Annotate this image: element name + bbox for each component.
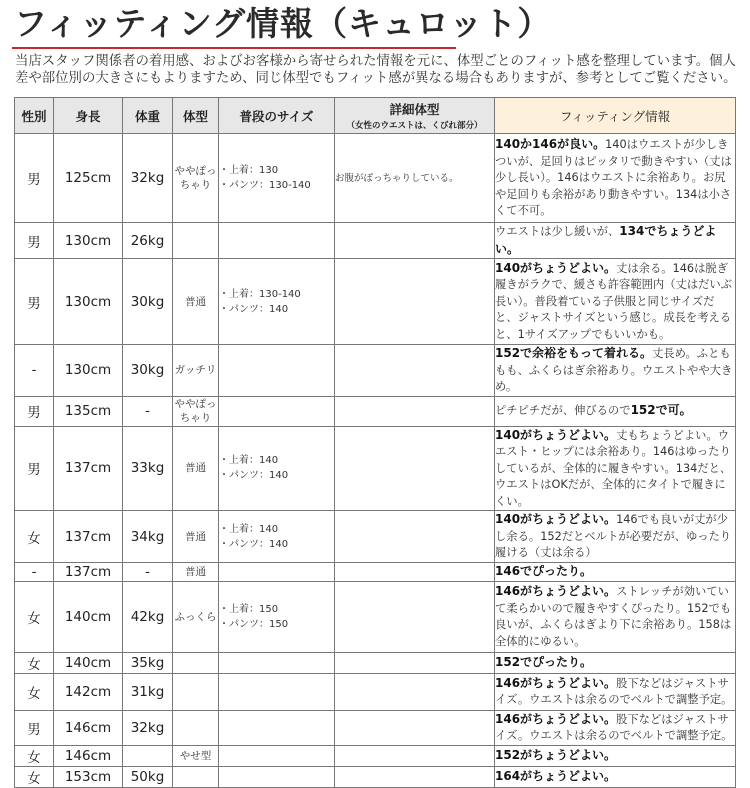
- detail-cell: [335, 259, 495, 345]
- height-cell: 142cm: [54, 673, 123, 710]
- usual-size-top: ・上着：130: [219, 165, 279, 176]
- body-type-cell: 普通: [173, 563, 219, 582]
- weight-cell: 30kg: [123, 345, 173, 397]
- header-body-type: 体型: [173, 98, 219, 134]
- fitting-info-verdict: 140がちょうどよい。: [495, 512, 617, 527]
- fitting-info-cell: [495, 223, 736, 259]
- fitting-info-verdict: 146がちょうどよい。: [495, 711, 617, 726]
- usual-size-cell: [219, 710, 335, 745]
- fitting-info-verdict: 164がちょうどよい。: [495, 768, 617, 783]
- fitting-info-verdict: 152で可。: [630, 403, 692, 418]
- sex-cell: 女: [15, 673, 54, 710]
- height-cell: 153cm: [54, 766, 123, 787]
- detail-cell: [335, 766, 495, 787]
- usual-size-top: ・上着：140: [219, 455, 279, 467]
- body-type-cell: 普通: [173, 426, 219, 511]
- fitting-info-cell: [495, 673, 736, 710]
- table-row: [15, 652, 736, 673]
- detail-cell: [335, 511, 495, 563]
- usual-size-cell: [219, 745, 335, 766]
- usual-size-top: ・上着：140: [219, 523, 279, 535]
- detail-cell: [335, 673, 495, 710]
- usual-size-cell: [219, 223, 335, 259]
- usual-size-cell: [219, 345, 335, 397]
- height-cell: 137cm: [54, 426, 123, 511]
- detail-cell: [335, 745, 495, 766]
- height-cell: 135cm: [54, 396, 123, 426]
- table-row: [15, 134, 736, 223]
- detail-cell: [335, 345, 495, 397]
- fitting-info-cell: [495, 710, 736, 745]
- fitting-info-cell: [495, 134, 736, 223]
- fitting-info-verdict: 152でぴったり。: [495, 654, 593, 669]
- fitting-info-verdict: 140がちょうどよい。: [495, 427, 617, 442]
- usual-size-cell: [219, 134, 335, 223]
- fitting-info-text: 丈は余る。146は脱ぎ履きがラクで、緩さも許容範囲内（丈はだいぶ長い）。普段着ている子供服と同じサイズだと、ジャストサイズという感じ。成長を考えると、1サイズアップでもいいかも。: [495, 261, 733, 341]
- fitting-info-cell: [495, 563, 736, 582]
- fitting-info-text: 丈長め。ふとももも、ふくらはぎ余裕あり。ウエストやや大きめ。: [495, 347, 733, 393]
- intro-text: 当店スタッフ関係者の着用感、およびお客様から寄せられた情報を元に、体型ごとのフィット感を整理しています。個人差や部位別の大きさにもよりますため、同じ体型でもフィット感が異なる場合もありますが、参考としてご覧ください。: [15, 54, 737, 86]
- weight-cell: 33kg: [123, 426, 173, 511]
- height-cell: 140cm: [54, 652, 123, 673]
- weight-cell: 50kg: [123, 766, 173, 787]
- body-type-cell: ややぽっちゃり: [173, 134, 219, 223]
- usual-size-bottom: ・パンツ：140: [219, 538, 289, 550]
- fitting-info-cell: [495, 426, 736, 511]
- detail-cell: [335, 396, 495, 426]
- fitting-info-verdict: 152がちょうどよい。: [495, 747, 617, 762]
- fitting-info-cell: [495, 766, 736, 787]
- table-row: [15, 745, 736, 766]
- page-title: フィッティング情報（キュロット）: [14, 4, 552, 43]
- sex-cell: 男: [15, 710, 54, 745]
- usual-size-cell: [219, 511, 335, 563]
- weight-cell: 32kg: [123, 710, 173, 745]
- weight-cell: 42kg: [123, 581, 173, 652]
- height-cell: 146cm: [54, 710, 123, 745]
- body-type-cell: ガッチリ: [173, 345, 219, 397]
- fitting-info-cell: [495, 511, 736, 563]
- detail-cell: [335, 710, 495, 745]
- fitting-info-verdict: 146がちょうどよい。: [495, 584, 617, 598]
- height-cell: 130cm: [54, 259, 123, 345]
- usual-size-bottom: ・パンツ：140: [219, 303, 289, 315]
- body-type-cell: ふっくら: [173, 581, 219, 652]
- body-type-cell: [173, 673, 219, 710]
- detail-cell: [335, 652, 495, 673]
- fitting-info-verdict: 134でちょうどよい。: [495, 224, 717, 256]
- sex-cell: 女: [15, 766, 54, 787]
- fitting-info-text: 股下などはジャストサイズ。ウエストは余るのでベルトで調整予定。: [495, 712, 733, 742]
- body-type-cell: ややぽっちゃり: [174, 398, 217, 424]
- table-row: [15, 396, 736, 426]
- usual-size-cell: [219, 581, 335, 652]
- sex-cell: 女: [15, 745, 54, 766]
- fitting-info-verdict: 146がちょうどよい。: [495, 675, 617, 690]
- header-fitting: フィッティング情報: [495, 98, 736, 134]
- table-row: [15, 766, 736, 787]
- body-type-cell: [173, 652, 219, 673]
- table-row: [15, 710, 736, 745]
- height-cell: 146cm: [54, 745, 123, 766]
- weight-cell: 32kg: [123, 134, 173, 223]
- title-underline: [12, 47, 456, 49]
- fitting-table: [14, 97, 736, 788]
- table-row: [15, 563, 736, 582]
- fitting-info-prefix: ピチピチだが、伸びるので: [495, 404, 631, 418]
- header-detail-label: 詳細体型: [389, 102, 440, 117]
- header-weight: 体重: [123, 98, 173, 134]
- table-row: [15, 345, 736, 397]
- table-row: [15, 223, 736, 259]
- usual-size-bottom: ・パンツ：150: [219, 618, 289, 630]
- weight-cell: 26kg: [123, 223, 173, 259]
- sex-cell: -: [15, 345, 54, 397]
- fitting-info-cell: [495, 652, 736, 673]
- height-cell: 125cm: [54, 134, 123, 223]
- weight-cell: [123, 745, 173, 766]
- header-detail: [335, 98, 495, 134]
- usual-size-bottom: ・パンツ：130-140: [219, 180, 311, 191]
- sex-cell: 女: [15, 581, 54, 652]
- fitting-info-text: 股下などはジャストサイズ。ウエストは余るのでベルトで調整予定。: [495, 676, 733, 706]
- detail-cell: [335, 563, 495, 582]
- body-type-cell: [173, 766, 219, 787]
- detail-cell: [335, 223, 495, 259]
- weight-cell: -: [123, 396, 173, 426]
- usual-size-cell: [219, 652, 335, 673]
- height-cell: 137cm: [54, 511, 123, 563]
- sex-cell: -: [15, 563, 54, 582]
- sex-cell: 男: [15, 134, 54, 223]
- fitting-info-verdict: 152で余裕をもって着れる。: [495, 346, 653, 360]
- fitting-info-text: 140はウエストが少しきついが、足回りはピッタリで動きやすい（丈は少し長い）。146はウエストに余裕あり。お尻や足回りも余裕があり動きやすい。134は小さくて不可。: [495, 138, 732, 218]
- body-type-cell: [173, 710, 219, 745]
- table-row: [15, 259, 736, 345]
- height-cell: 130cm: [54, 223, 123, 259]
- detail-cell: [335, 426, 495, 511]
- header-detail-note: （女性のウエストは、くびれ部分）: [346, 121, 483, 131]
- fitting-info-cell: [495, 745, 736, 766]
- fitting-info-verdict: 140か146が良い。: [495, 137, 606, 152]
- fitting-info-cell: [495, 345, 736, 397]
- usual-size-cell: [219, 673, 335, 710]
- sex-cell: 女: [15, 652, 54, 673]
- fitting-info-verdict: 146でぴったり。: [495, 564, 593, 578]
- detail-cell: [335, 581, 495, 652]
- usual-size-cell: [219, 426, 335, 511]
- body-type-cell: 普通: [173, 511, 219, 563]
- height-cell: 140cm: [54, 581, 123, 652]
- usual-size-cell: [219, 259, 335, 345]
- sex-cell: 男: [15, 426, 54, 511]
- weight-cell: 35kg: [123, 652, 173, 673]
- table-row: [15, 426, 736, 511]
- sex-cell: 女: [15, 511, 54, 563]
- body-type-cell: やせ型: [173, 745, 219, 766]
- fitting-info-text: 146でも良いが丈が少し余る。152だとベルトが必要だが、ゆったり履ける（丈は余る）: [495, 513, 732, 560]
- weight-cell: 31kg: [123, 673, 173, 710]
- header-sex: 性別: [15, 98, 54, 134]
- usual-size-bottom: ・パンツ：140: [219, 470, 289, 482]
- table-row: [15, 511, 736, 563]
- table-row: [15, 581, 736, 652]
- fitting-info-cell: [495, 581, 736, 652]
- fitting-info-text: ストレッチが効いていて柔らかいので履きやすくぴったり。152でも良いが、ふくらはぎより下に余裕あり。158は全体的にゆるい。: [495, 585, 732, 648]
- fitting-info-text: 丈もちょうどよい。ウエスト・ヒップには余裕あり。146はゆったりしているが、全体的に履きやすい。134だと、ウエストはOKだが、全体的にタイトで履きにくい。: [495, 428, 732, 508]
- weight-cell: 30kg: [123, 259, 173, 345]
- fitting-info-prefix: ウエストは少し緩いが、: [495, 225, 620, 238]
- usual-size-cell: [219, 766, 335, 787]
- sex-cell: 男: [15, 396, 54, 426]
- body-type-cell: 普通: [173, 259, 219, 345]
- table-row: [15, 673, 736, 710]
- detail-cell: お腹がぽっちゃりしている。: [335, 134, 495, 223]
- fitting-info-cell: [495, 396, 736, 426]
- header-usual-size: 普段のサイズ: [219, 98, 335, 134]
- header-height: 身長: [54, 98, 123, 134]
- sex-cell: 男: [15, 259, 54, 345]
- height-cell: 137cm: [54, 563, 123, 582]
- usual-size-top: ・上着：150: [219, 603, 279, 615]
- body-type-cell: [173, 223, 219, 259]
- sex-cell: 男: [15, 223, 54, 259]
- weight-cell: -: [123, 563, 173, 582]
- fitting-info-verdict: 140がちょうどよい。: [495, 260, 617, 275]
- header-row: [15, 98, 736, 134]
- usual-size-cell: [219, 396, 335, 426]
- height-cell: 130cm: [54, 345, 123, 397]
- weight-cell: 34kg: [123, 511, 173, 563]
- usual-size-cell: [219, 563, 335, 582]
- usual-size-top: ・上着：130-140: [219, 288, 301, 300]
- fitting-info-cell: [495, 259, 736, 345]
